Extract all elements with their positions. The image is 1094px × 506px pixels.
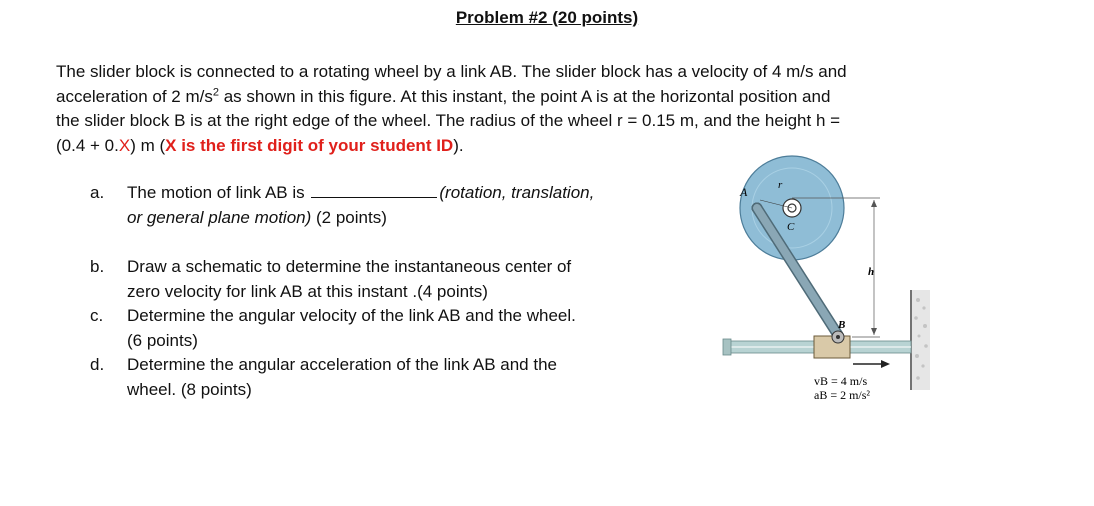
problem-statement	[56, 60, 1016, 158]
statement-line-1: The slider block is connected to a rotating wheel by a link AB. The slider block has a velocity of 4 m/s and	[56, 62, 847, 81]
problem-title: Problem #2 (20 points)	[455, 8, 639, 27]
label-c: C	[787, 221, 795, 233]
question-d-line-2: wheel. (8 points)	[127, 379, 252, 399]
question-a-points: (2 points)	[311, 207, 387, 227]
question-b-line-1: Draw a schematic to determine the instantaneous center of	[127, 257, 572, 276]
question-d-label: d.	[90, 355, 105, 374]
question-b-label: b.	[90, 257, 105, 276]
velocity-arrow	[853, 360, 890, 368]
question-d-line-1: Determine the angular acceleration of the link AB and the	[127, 355, 557, 374]
label-a: A	[740, 185, 748, 199]
student-id-note: X is the first digit of your student ID	[165, 135, 454, 155]
statement-line-2-rest: as shown in this figure. At this instant, the point A is at the horizontal position and	[218, 86, 831, 106]
question-c-line-1: Determine the angular velocity of the link AB and the wheel.	[127, 306, 576, 325]
mechanism-figure	[690, 150, 960, 415]
superscript-2: 2	[212, 85, 219, 98]
question-c-line-2: (6 points)	[127, 330, 198, 350]
question-c	[90, 304, 680, 353]
height-formula-x: X	[118, 135, 131, 155]
question-a-label: a.	[90, 183, 105, 202]
answer-blank[interactable]	[311, 183, 437, 198]
wall	[911, 290, 930, 390]
label-h: h	[868, 266, 875, 278]
spacer	[90, 230, 680, 255]
question-c-label: c.	[90, 306, 104, 325]
label-r: r	[778, 179, 783, 191]
question-a-options-cont: or general plane motion)	[127, 207, 312, 227]
question-b-line-2: zero velocity for link AB at this instant .(4 points)	[127, 281, 488, 301]
question-b	[90, 255, 680, 304]
question-d	[90, 353, 680, 402]
height-formula-end: ) m (	[130, 135, 166, 155]
question-a-options: (rotation, translation,	[439, 183, 595, 202]
question-list	[90, 181, 680, 402]
height-formula-start: (0.4 + 0.	[56, 135, 119, 155]
statement-line-3: the slider block B is at the right edge of the wheel. The radius of the wheel r = 0.15 m, and the height h =	[56, 111, 841, 130]
statement-close: ).	[453, 135, 464, 155]
statement-line-2	[56, 85, 1016, 110]
velocity-label: vB = 4 m/s	[814, 374, 868, 388]
statement-line-2-text: acceleration of 2 m/s	[56, 86, 213, 106]
question-a	[90, 181, 680, 230]
question-a-line-2	[127, 206, 680, 231]
question-a-text: The motion of link AB is	[127, 183, 305, 202]
slider-block	[814, 331, 850, 358]
acceleration-label: aB = 2 m/s²	[814, 388, 871, 402]
label-b: B	[838, 319, 846, 331]
question-a-line-1	[127, 181, 680, 206]
